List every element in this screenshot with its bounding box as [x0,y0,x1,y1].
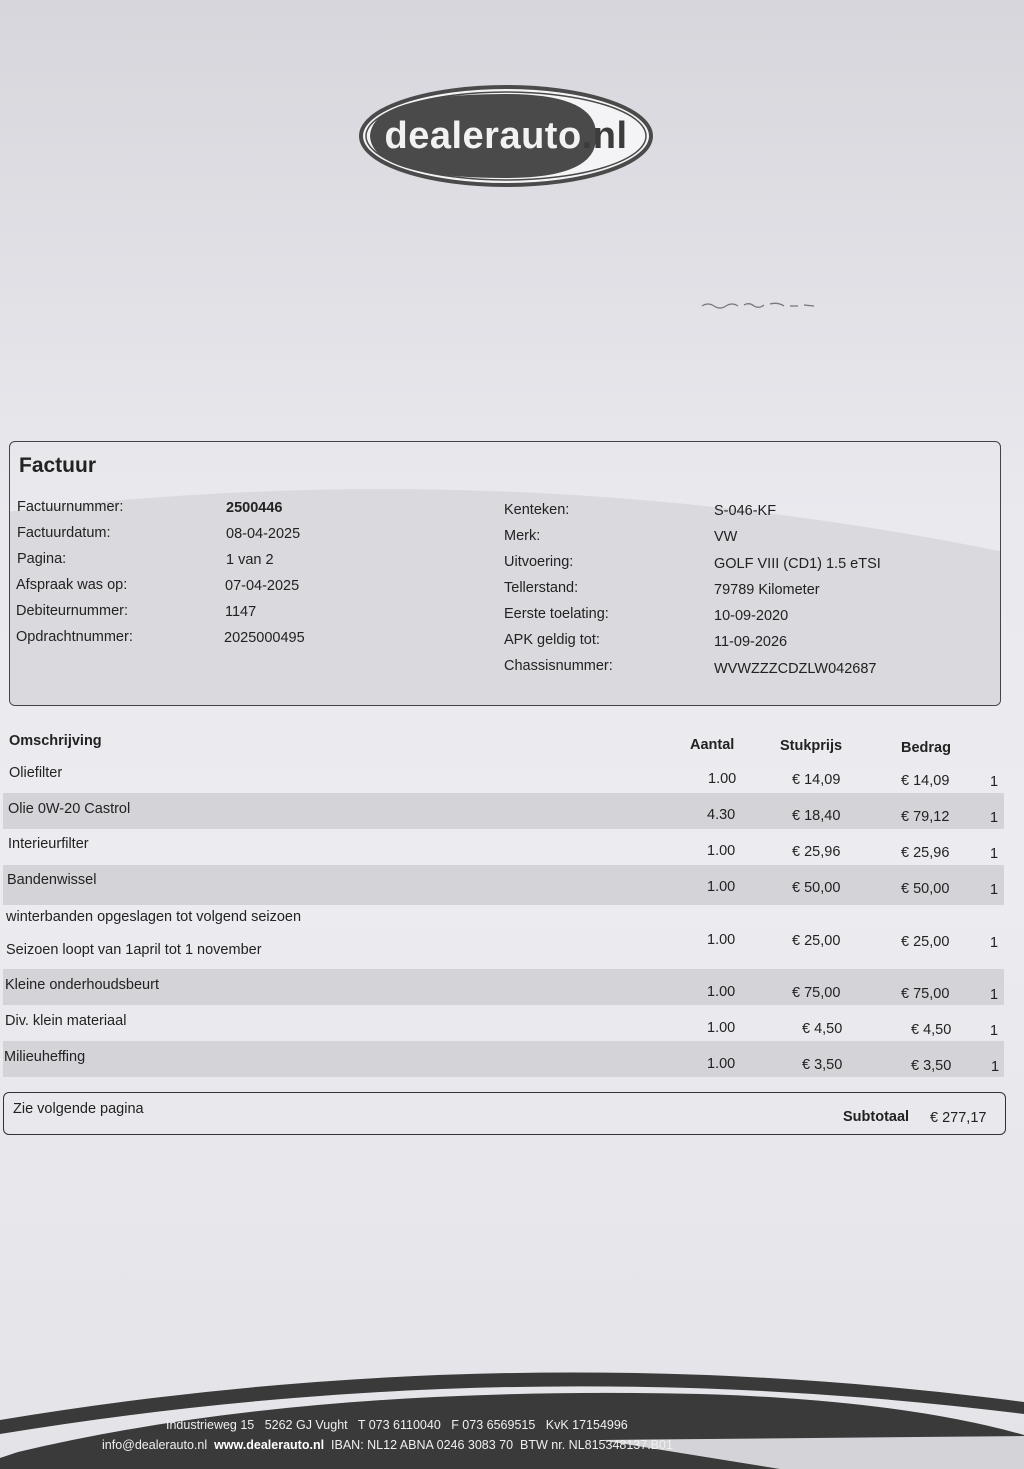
debtor-number-label: Debiteurnummer: [16,603,129,619]
row-quantity: 1.00 [707,843,736,859]
row-amount: € 4,50 [911,1022,952,1038]
brand-label: Merk: [504,528,541,544]
apk-valid-label: APK geldig tot: [504,632,600,648]
table-row [3,1005,1004,1041]
table-row [3,758,1004,794]
subtotal-value: € 277,17 [930,1110,987,1126]
row-quantity: 1.00 [707,1056,736,1072]
company-logo [358,84,654,188]
footer-address: Industrieweg 15 [166,1418,255,1432]
footer-postcode-city: 5262 GJ Vught [264,1418,348,1432]
model-value: GOLF VIII (CD1) 1.5 eTSI [714,556,881,572]
debtor-number-value: 1147 [225,604,257,620]
order-number-value: 2025000495 [224,630,305,646]
row-description: Interieurfilter [8,836,89,852]
row-quantity: 1.00 [707,1020,736,1036]
row-description-extra: Seizoen loopt van 1april tot 1 november [6,942,262,958]
column-header-quantity: Aantal [690,737,735,753]
row-amount: € 79,12 [901,809,950,825]
continue-note: Zie volgende pagina [13,1101,144,1117]
invoice-date-value: 08-04-2025 [226,526,301,542]
row-amount: € 50,00 [901,881,950,897]
row-amount: € 3,50 [911,1058,952,1074]
row-unit-price: € 25,00 [792,933,841,949]
row-code: 1 [990,774,999,790]
row-unit-price: € 75,00 [792,985,841,1001]
row-description: Kleine onderhoudsbeurt [5,977,159,993]
row-unit-price: € 50,00 [792,880,841,896]
first-registration-value: 10-09-2020 [714,608,789,624]
row-unit-price: € 25,96 [792,844,841,860]
invoice-number-label: Factuurnummer: [17,499,124,515]
column-header-description: Omschrijving [9,733,102,749]
row-code: 1 [990,810,999,826]
row-description: Div. klein materiaal [5,1013,127,1029]
invoice-date-label: Factuurdatum: [17,525,111,541]
apk-valid-value: 11-09-2026 [714,634,788,650]
table-row [3,1041,1004,1077]
document-title: Factuur [19,454,97,477]
row-quantity: 1.00 [707,879,736,895]
table-row [3,793,1004,829]
chassis-number-label: Chassisnummer: [504,658,613,674]
row-amount: € 14,09 [901,773,950,789]
table-row [3,865,1004,905]
footer-btw: BTW nr. NL815348137.B01 [520,1438,673,1452]
row-unit-price: € 3,50 [802,1057,843,1073]
column-header-amount: Bedrag [901,740,951,756]
row-amount: € 25,96 [901,845,950,861]
row-description: Oliefilter [9,765,63,781]
row-description: Olie 0W-20 Castrol [8,801,131,817]
row-quantity: 1.00 [708,771,737,787]
invoice-number-value: 2500446 [226,500,283,516]
appointment-label: Afspraak was op: [16,577,128,593]
footer-email[interactable]: info@dealerauto.nl [102,1438,208,1452]
model-label: Uitvoering: [504,554,574,570]
footer-iban: IBAN: NL12 ABNA 0246 3083 70 [331,1438,514,1452]
page-value: 1 van 2 [226,552,274,568]
odometer-label: Tellerstand: [504,580,579,596]
row-description: Bandenwissel [7,872,97,888]
footer [0,1350,1024,1469]
logo-tld-text: .nl [581,114,628,157]
row-code: 1 [990,935,999,951]
footer-fax: F 073 6569515 [451,1418,536,1432]
row-quantity: 4.30 [707,807,736,823]
column-header-unit-price: Stukprijs [780,738,843,754]
row-unit-price: € 4,50 [802,1021,843,1037]
first-registration-label: Eerste toelating: [504,606,609,622]
footer-website[interactable]: www.dealerauto.nl [214,1438,325,1452]
brand-value: VW [714,529,738,545]
logo-main-text: dealerauto [384,114,582,157]
row-unit-price: € 18,40 [792,808,841,824]
page-label: Pagina: [17,551,67,567]
row-quantity: 1.00 [707,932,736,948]
order-number-label: Opdrachtnummer: [16,629,133,645]
subtotal-label: Subtotaal [843,1109,910,1125]
row-code: 1 [990,882,999,898]
row-code: 1 [991,1059,1000,1075]
row-description: winterbanden opgeslagen tot volgend seizoen [6,909,302,925]
row-quantity: 1.00 [707,984,736,1000]
footer-kvk: KvK 17154996 [545,1418,628,1432]
row-code: 1 [990,1023,999,1039]
table-row [3,829,1004,865]
row-unit-price: € 14,09 [792,772,841,788]
appointment-value: 07-04-2025 [225,578,300,594]
chassis-number-value: WVWZZZCDZLW042687 [714,661,877,677]
row-code: 1 [990,987,999,1003]
license-plate-label: Kenteken: [504,502,570,518]
row-amount: € 25,00 [901,934,950,950]
row-code: 1 [990,846,999,862]
license-plate-value: S-046-KF [714,503,777,519]
row-description: Milieuheffing [4,1049,86,1065]
odometer-value: 79789 Kilometer [714,582,820,598]
footer-phone: T 073 6110040 [357,1418,441,1432]
row-amount: € 75,00 [901,986,950,1002]
handwritten-mark [700,298,820,312]
